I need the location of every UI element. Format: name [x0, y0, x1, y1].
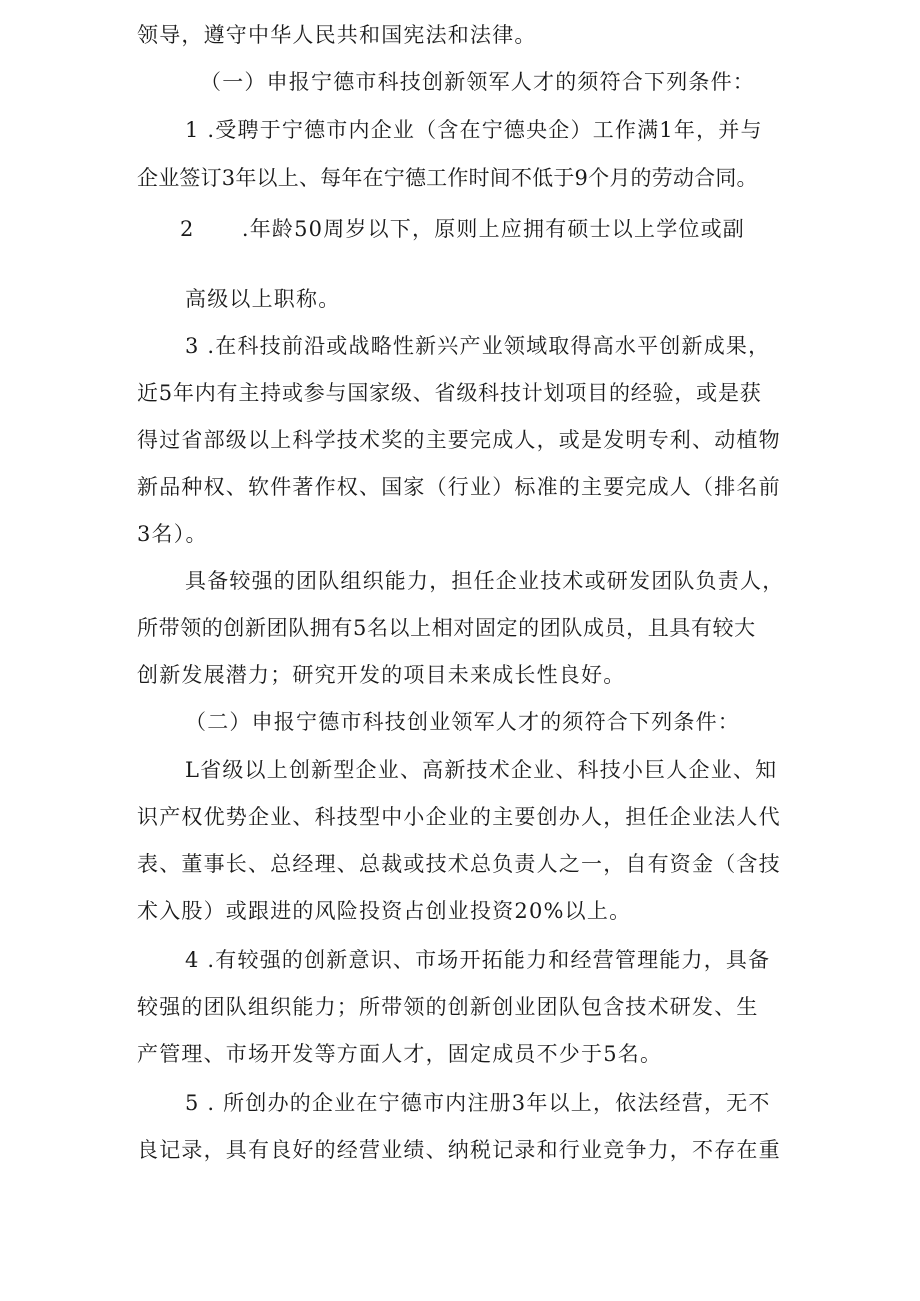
text-line: 创新发展潜力；研究开发的项目未来成长性良好。	[137, 663, 626, 687]
text-line: 近5年内有主持或参与国家级、省级科技计划项目的经验，或是获	[137, 381, 762, 405]
text-line: 企业签订3年以上、每年在宁德工作时间不低于9个月的劳动合同。	[137, 166, 758, 190]
text-line: 4 .有较强的创新意识、市场开拓能力和经营管理能力，具备	[185, 948, 771, 972]
text-line: 术入股）或跟进的风险投资占创业投资20%以上。	[137, 899, 632, 923]
text-line: 5 . 所创办的企业在宁德市内注册3年以上，依法经营，无不	[185, 1091, 771, 1115]
text-line: 表、董事长、总经理、总裁或技术总负责人之一，自有资金（含技	[137, 852, 781, 876]
text-line: 所带领的创新团队拥有5名以上相对固定的团队成员，且具有较大	[137, 616, 756, 640]
text-line: 新品种权、软件著作权、国家（行业）标准的主要完成人（排名前	[137, 475, 781, 499]
section-heading-2: （二）申报宁德市科技创业领军人才的须符合下列条件：	[185, 710, 740, 734]
text-line: L省级以上创新型企业、高新技术企业、科技小巨人企业、知	[185, 758, 778, 782]
text-line: 识产权优势企业、科技型中小企业的主要创办人，担任企业法人代	[137, 805, 781, 829]
text-line: 2 .年龄50周岁以下，原则上应拥有硕士以上学位或副	[180, 217, 746, 241]
text-line: 具备较强的团队组织能力，担任企业技术或研发团队负责人，	[185, 569, 785, 593]
text-line: 良记录，具有良好的经营业绩、纳税记录和行业竞争力，不存在重	[137, 1138, 781, 1162]
text-line: 3名）。	[137, 522, 208, 546]
text-line: 产管理、市场开发等方面人才，固定成员不少于5名。	[137, 1042, 663, 1066]
text-line: 1 .受聘于宁德市内企业（含在宁德央企）工作满1年，并与	[185, 118, 763, 142]
text-line: 领导，遵守中华人民共和国宪法和法律。	[137, 23, 537, 47]
section-heading-1: （一）申报宁德市科技创新领军人才的须符合下列条件：	[200, 70, 755, 94]
text-line: 3 .在科技前沿或战略性新兴产业领域取得高水平创新成果，	[185, 334, 771, 358]
text-line: 较强的团队组织能力；所带领的创新创业团队包含技术研发、生	[137, 995, 759, 1019]
text-line: 高级以上职称。	[185, 287, 341, 311]
text-line: 得过省部级以上科学技术奖的主要完成人，或是发明专利、动植物	[137, 428, 781, 452]
